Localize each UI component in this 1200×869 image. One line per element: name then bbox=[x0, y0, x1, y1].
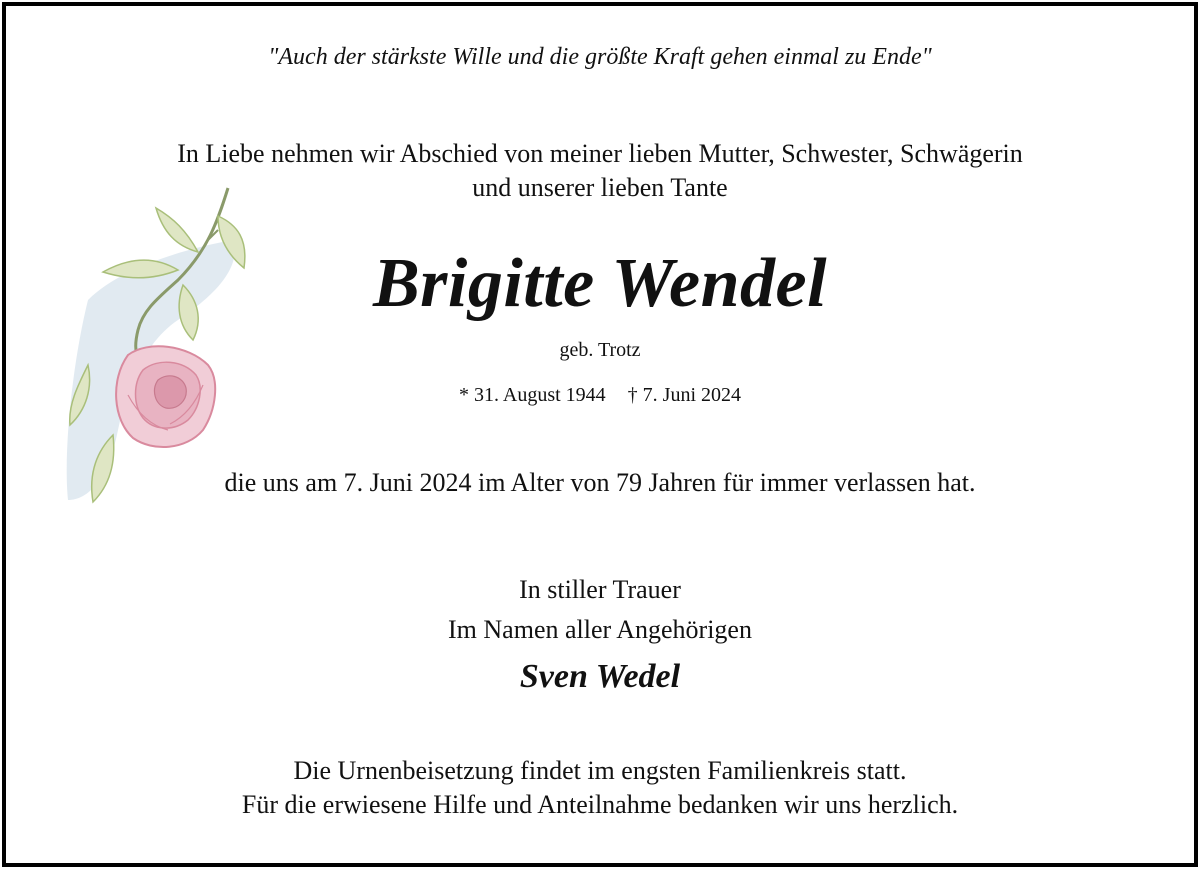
opening-quote: "Auch der stärkste Wille und die größte Kraft gehen einmal zu Ende" bbox=[268, 44, 932, 70]
signer-name: Sven Wedel bbox=[519, 658, 681, 695]
passing-statement: die uns am 7. Juni 2024 im Alter von 79 Jahren für immer verlassen hat. bbox=[224, 468, 976, 497]
intro-text-line-1: In Liebe nehmen wir Abschied von meiner lieben Mutter, Schwester, Schwägerin bbox=[177, 139, 1023, 168]
birth-date: * 31. August 1944 bbox=[458, 384, 606, 406]
mourning-line-2: Im Namen aller Angehörigen bbox=[448, 615, 752, 644]
mourning-line-1: In stiller Trauer bbox=[519, 575, 681, 604]
closing-note-line-1: Die Urnenbeisetzung findet im engsten Familienkreis statt. bbox=[293, 756, 907, 785]
birth-name: geb. Trotz bbox=[559, 339, 641, 361]
deceased-name: Brigitte Wendel bbox=[372, 245, 828, 322]
intro-text-line-2: und unserer lieben Tante bbox=[472, 173, 728, 202]
death-date: † 7. Juni 2024 bbox=[627, 384, 742, 406]
life-dates bbox=[0, 384, 1200, 407]
closing-note-line-2: Für die erwiesene Hilfe und Anteilnahme bedanken wir uns herzlich. bbox=[241, 790, 959, 819]
